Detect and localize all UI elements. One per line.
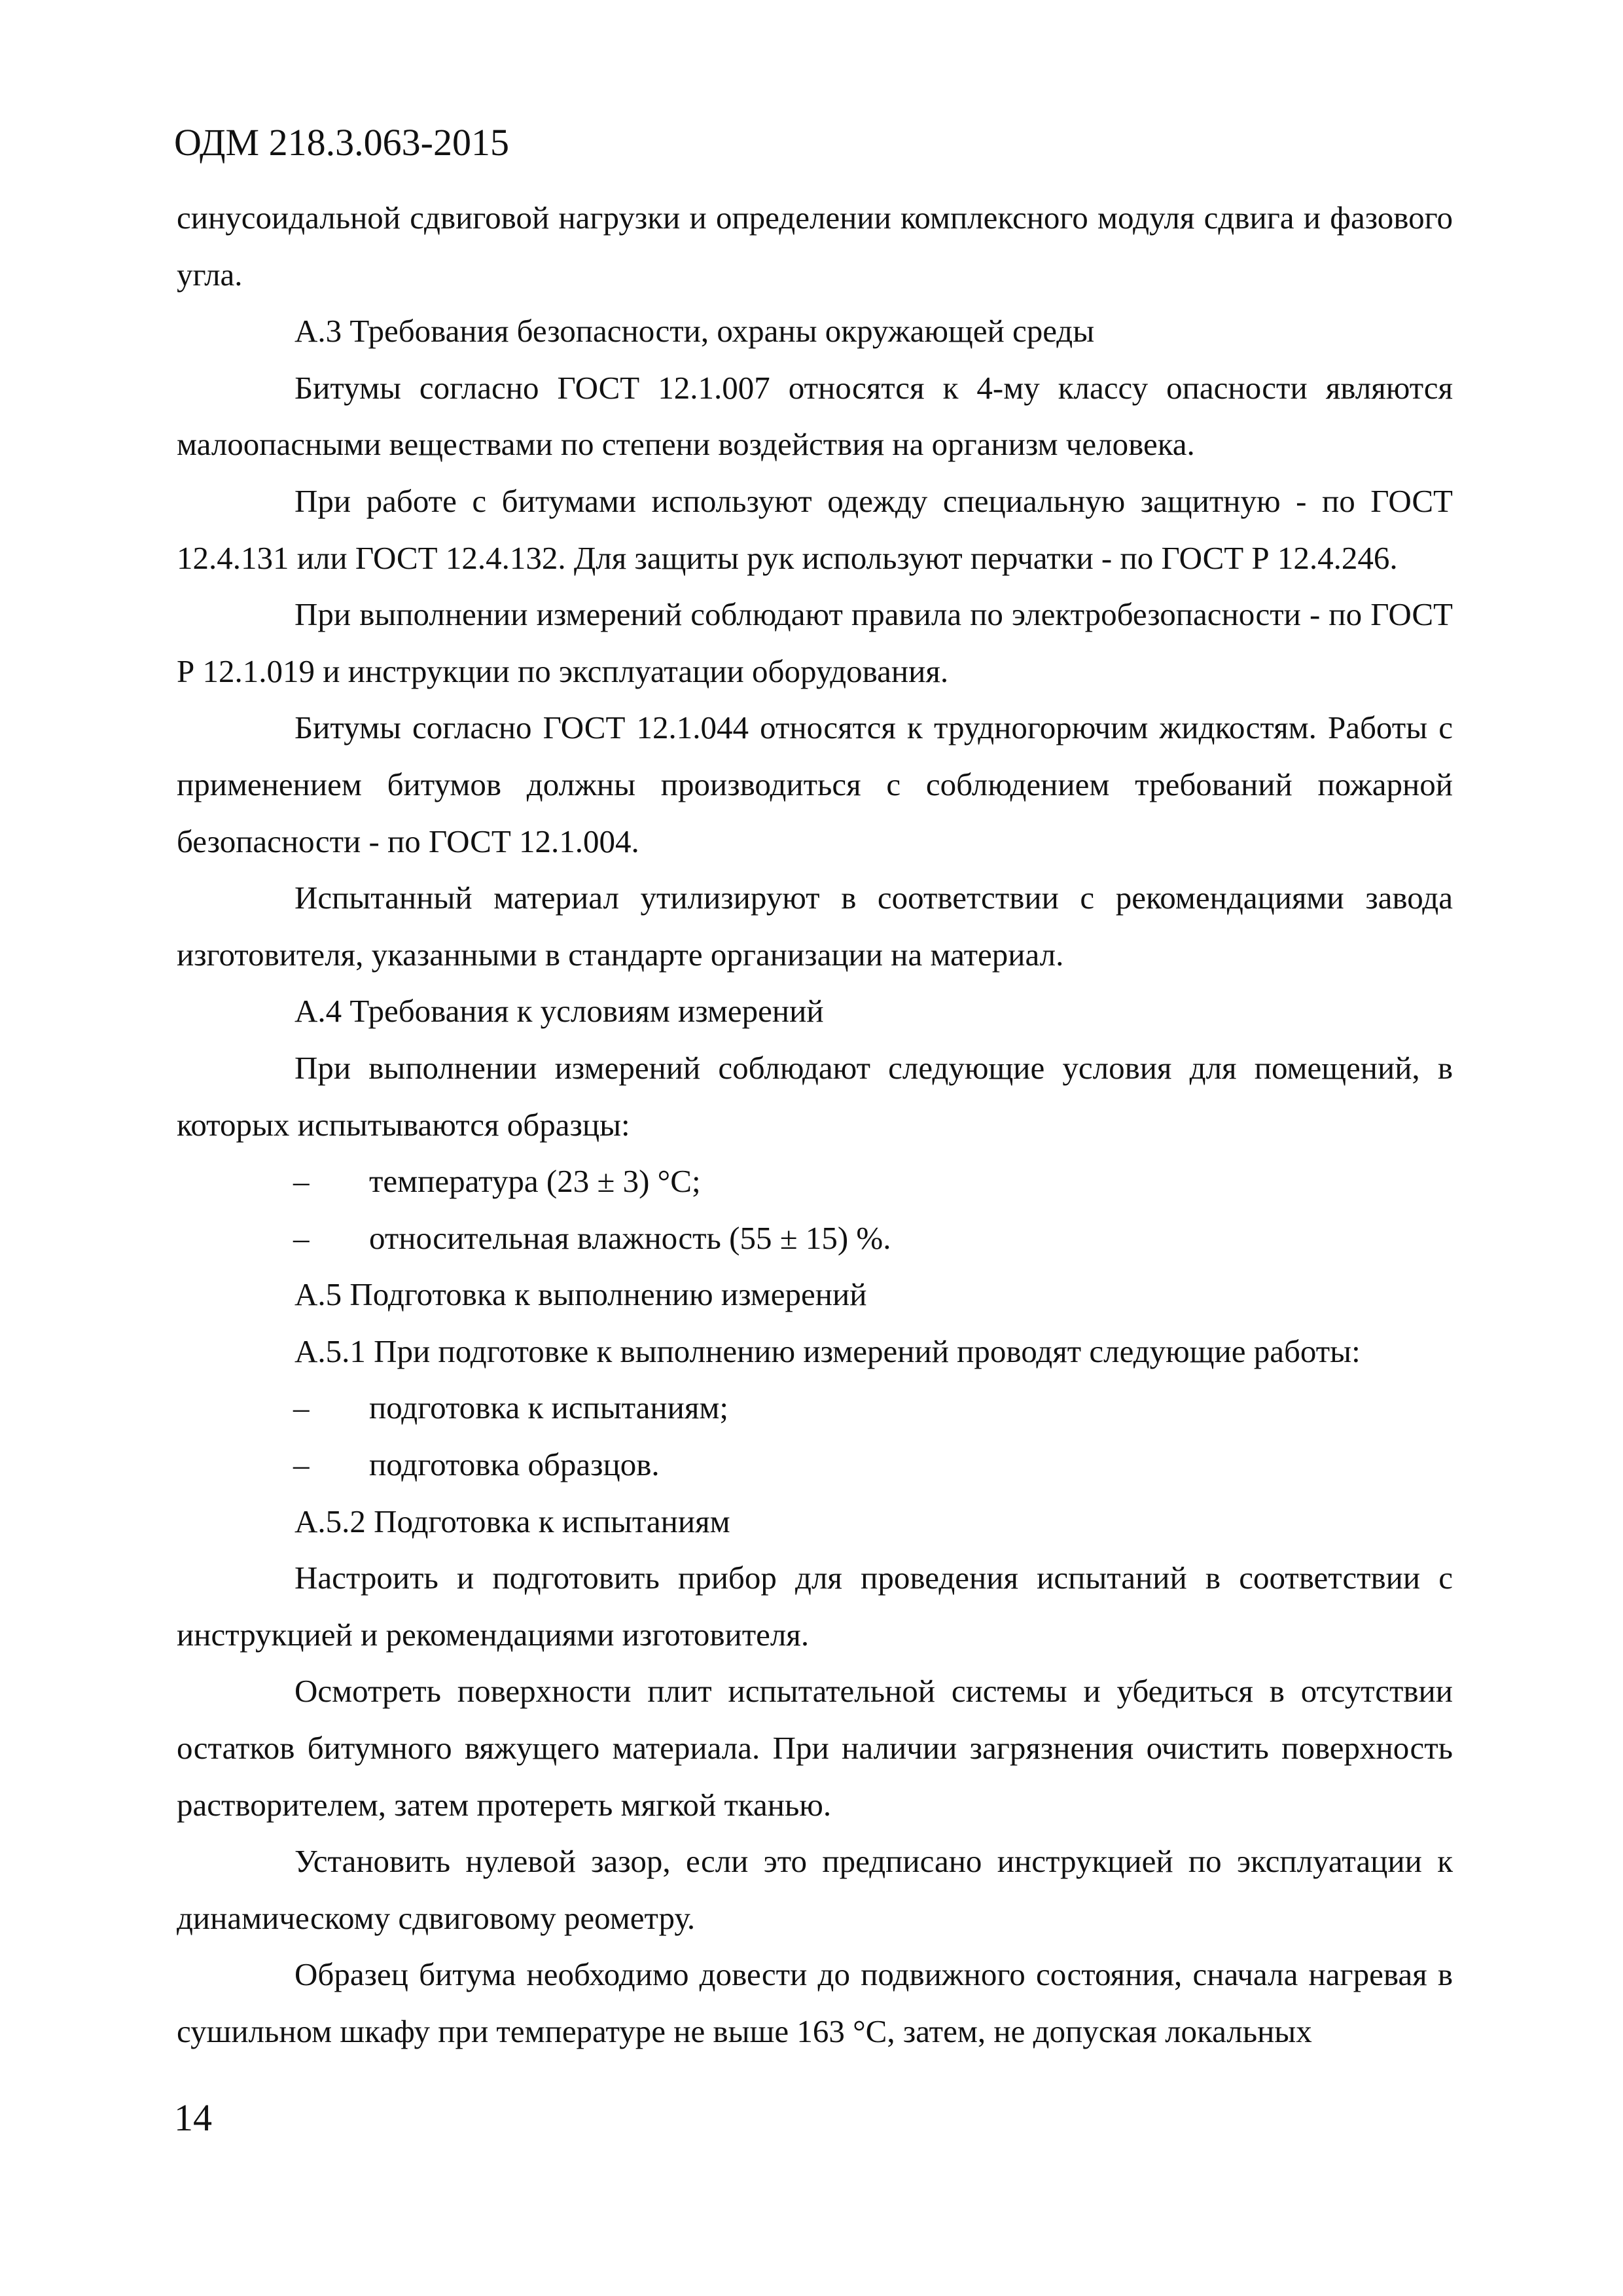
- list-item-text: подготовка образцов.: [369, 1446, 660, 1483]
- paragraph-continuation: синусоидальной сдвиговой нагрузки и определении комплексного модуля сдвига и фазового угла.: [177, 200, 1453, 293]
- list-item-test-preparation: [177, 1380, 1453, 1437]
- document-body: [177, 190, 1453, 2060]
- paragraph-fire-safety: Битумы согласно ГОСТ 12.1.044 относятся к трудногорючим жидкостям. Работы с применением битумов должны производиться с соблюдением требований пожарной безопасности - по ГОСТ 12.1.004.: [177, 709, 1453, 859]
- dash-bullet: –: [293, 1163, 310, 1200]
- dash-bullet: –: [293, 1446, 310, 1483]
- paragraph-hazard-class: Битумы согласно ГОСТ 12.1.007 относятся к 4-му классу опасности являются малоопасными веществами по степени воздействия на организм человека.: [177, 369, 1453, 463]
- section-heading-a52: А.5.2 Подготовка к испытаниям: [294, 1503, 730, 1539]
- section-heading-a51: А.5.1 При подготовке к выполнению измерений проводят следующие работы:: [294, 1333, 1361, 1369]
- paragraph-sample-heating: Образец битума необходимо довести до подвижного состояния, сначала нагревая в сушильном шкафу при температуре не выше 163 °С, затем, не допуская локальных: [177, 1956, 1453, 2049]
- paragraph-disposal: Испытанный материал утилизируют в соответствии с рекомендациями завода изготовителя, указанными в стандарте организации на материал.: [177, 880, 1453, 973]
- section-heading-a3: А.3 Требования безопасности, охраны окружающей среды: [294, 313, 1095, 350]
- list-item-text: относительная влажность (55 ± 15) %.: [369, 1219, 891, 1256]
- section-heading-a5: А.5 Подготовка к выполнению измерений: [294, 1276, 867, 1313]
- paragraph-room-conditions: При выполнении измерений соблюдают следующие условия для помещений, в которых испытываются образцы:: [177, 1049, 1453, 1143]
- list-item-humidity: [177, 1210, 1453, 1267]
- paragraph-zero-gap: Установить нулевой зазор, если это предписано инструкцией по эксплуатации к динамическому сдвиговому реометру.: [177, 1843, 1453, 1936]
- list-item-sample-preparation: [177, 1437, 1453, 1494]
- section-heading-a4: А.4 Требования к условиям измерений: [294, 993, 824, 1030]
- paragraph-electrical-safety: При выполнении измерений соблюдают правила по электробезопасности - по ГОСТ Р 12.1.019 и инструкции по эксплуатации оборудования.: [177, 596, 1453, 689]
- list-item-temperature: [177, 1153, 1453, 1210]
- list-item-text: подготовка к испытаниям;: [369, 1390, 728, 1426]
- dash-bullet: –: [293, 1219, 310, 1256]
- paragraph-protective-clothing: При работе с битумами используют одежду специальную защитную - по ГОСТ 12.4.131 или ГОСТ 12.4.132. Для защиты рук используют перчатки - по ГОСТ Р 12.4.246.: [177, 482, 1453, 576]
- page-number: 14: [174, 2096, 212, 2139]
- paragraph-plate-inspection: Осмотреть поверхности плит испытательной системы и убедиться в отсутствии остатков битумного вяжущего материала. При наличии загрязнения очистить поверхность растворителем, затем протереть мягкой тканью.: [177, 1673, 1453, 1823]
- document-code-header: ОДМ 218.3.063-2015: [174, 121, 509, 164]
- dash-bullet: –: [293, 1390, 310, 1426]
- list-item-text: температура (23 ± 3) °С;: [369, 1163, 701, 1200]
- paragraph-instrument-setup: Настроить и подготовить прибор для проведения испытаний в соответствии с инструкцией и рекомендациями изготовителя.: [177, 1560, 1453, 1653]
